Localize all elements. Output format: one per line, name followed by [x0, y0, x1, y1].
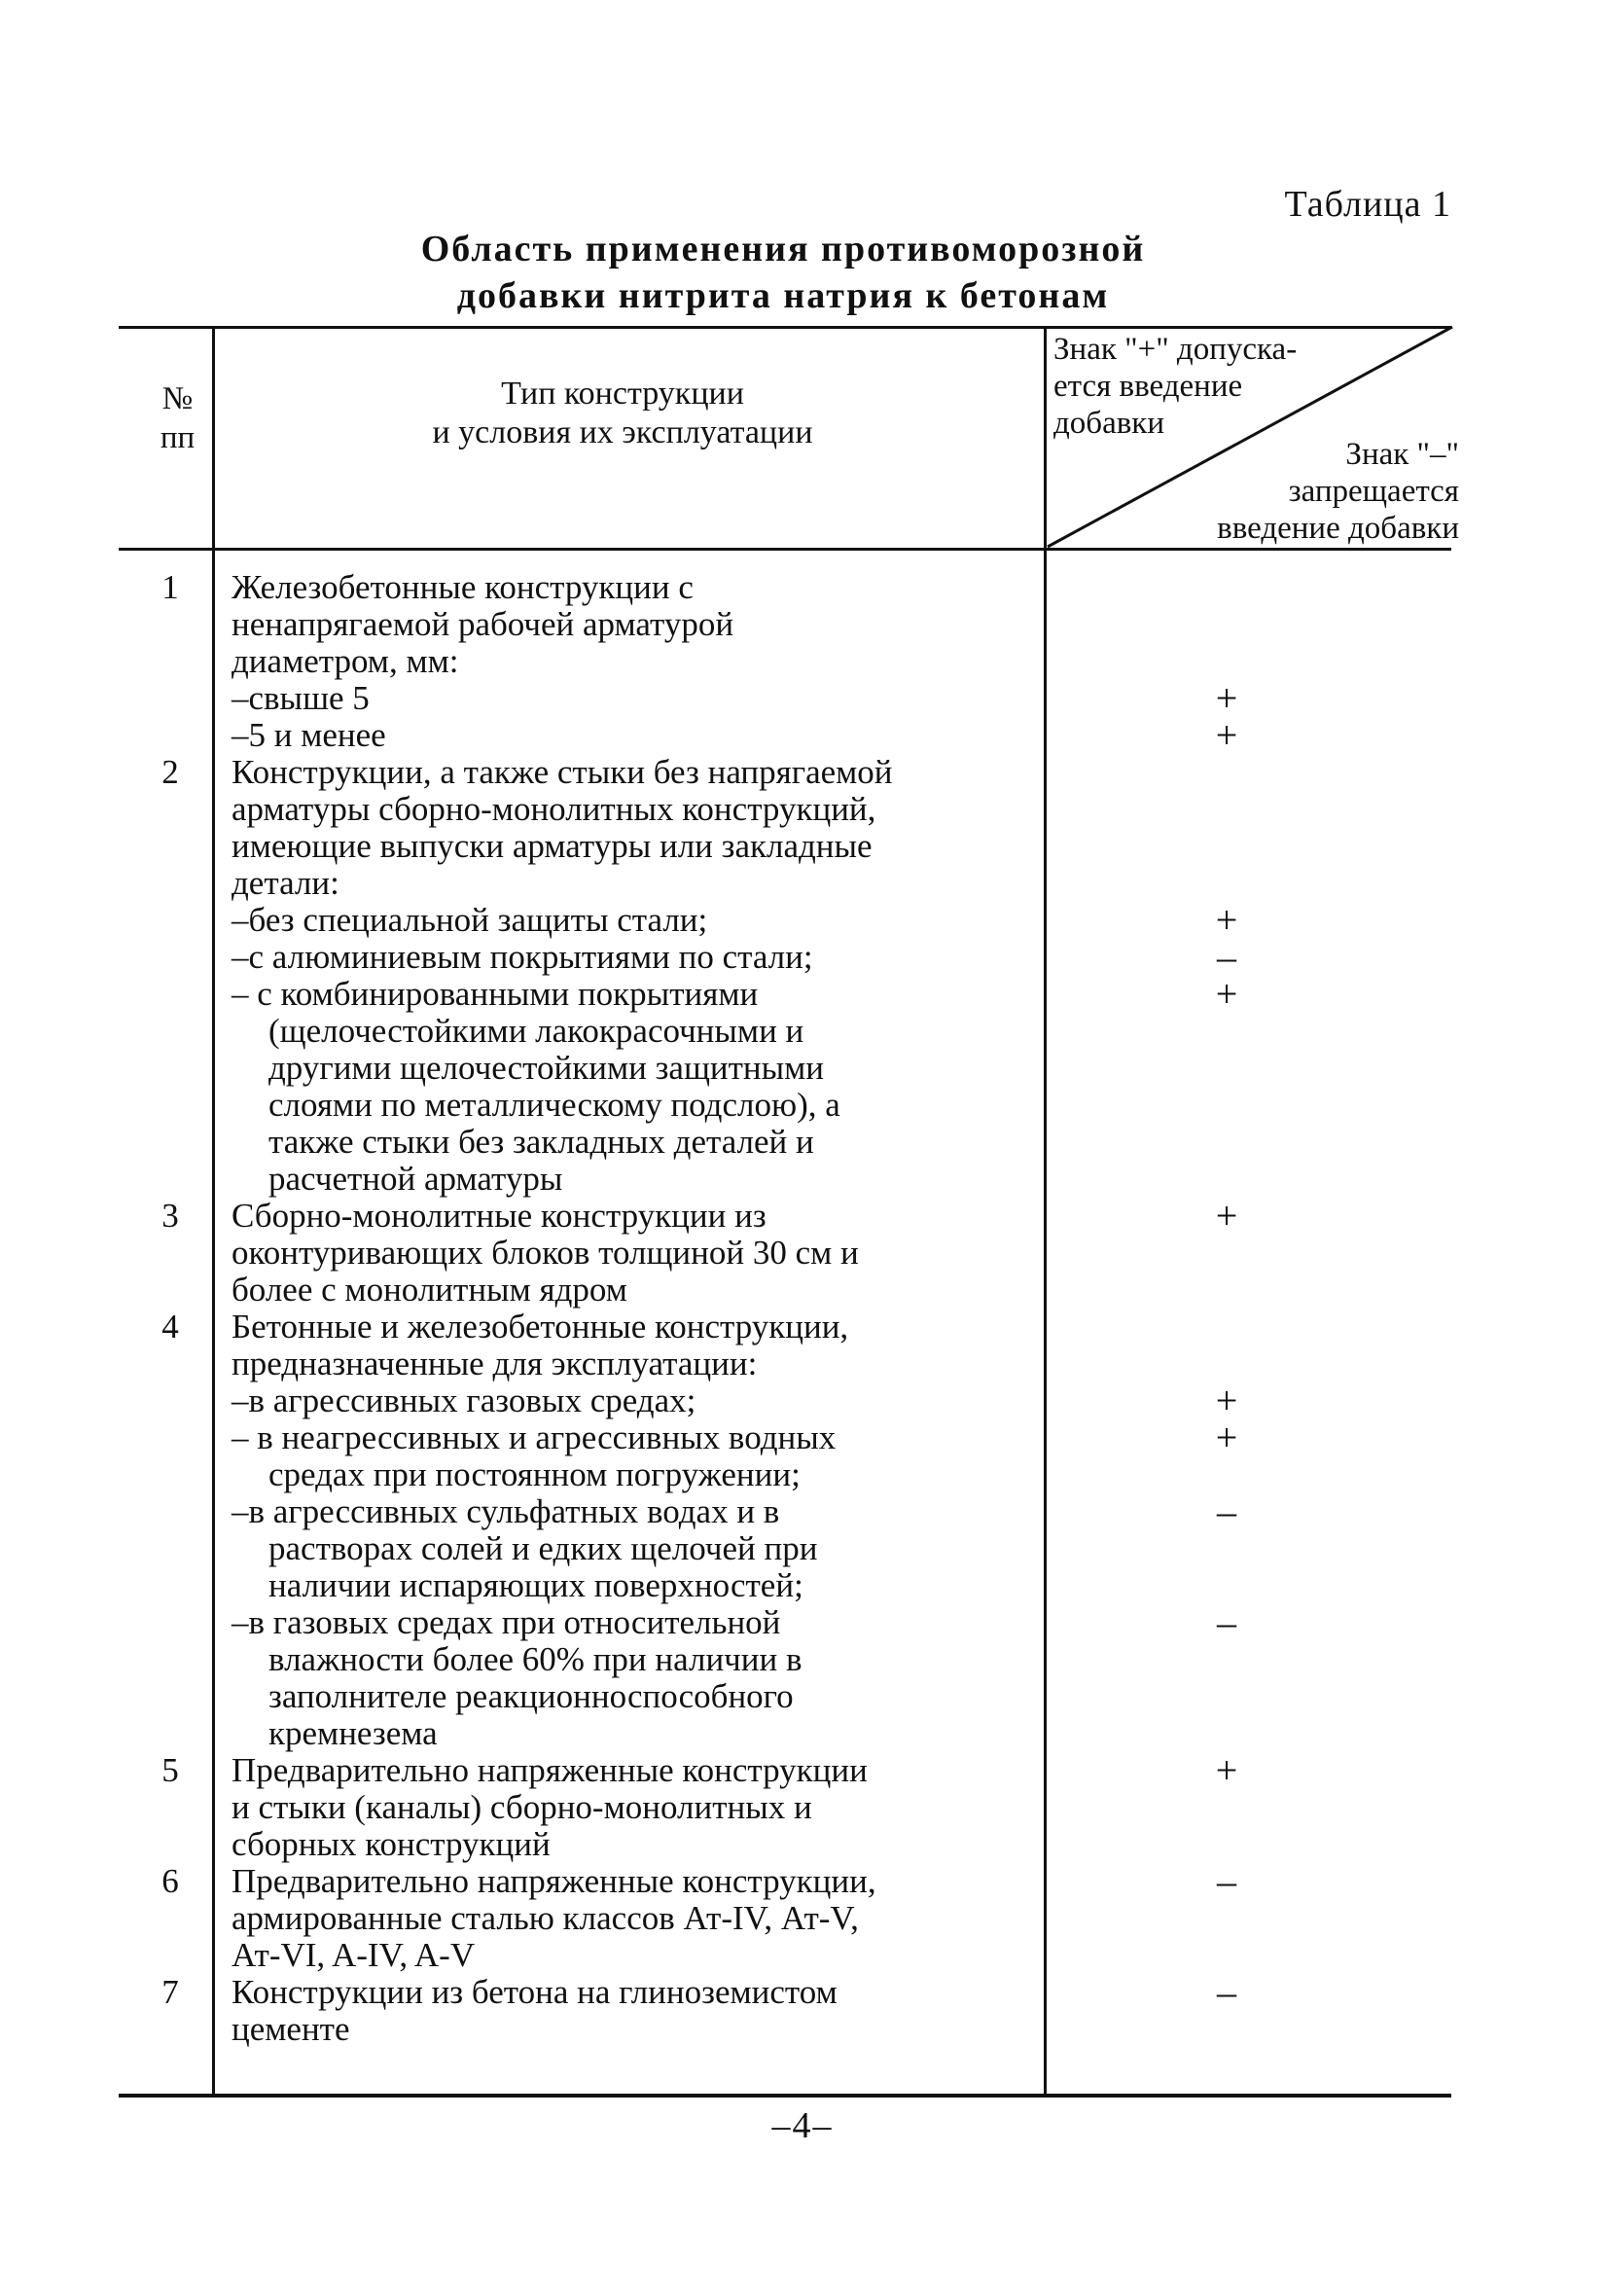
plus-sign: +	[1215, 1416, 1238, 1459]
row-text-line: средах при постоянном погружении;	[268, 1455, 801, 1493]
minus-sign: –	[1217, 1489, 1236, 1533]
row-description	[232, 569, 1003, 754]
table-body	[0, 569, 1605, 2048]
row-text-line: слоями по металлическому подслою), а	[268, 1086, 840, 1124]
header-forbidden-line: запрещается	[1288, 474, 1459, 509]
row-text-line: Бетонные и железобетонные конструкции,	[232, 1308, 849, 1345]
row-number: 5	[161, 1751, 179, 1789]
row-number: 6	[161, 1862, 179, 1900]
minus-sign: –	[1217, 1600, 1236, 1644]
row-text-line: расчетной арматуры	[268, 1160, 563, 1198]
row-number: 2	[161, 753, 179, 791]
row-text-line: Сборно-монолитные конструкции из	[232, 1197, 767, 1235]
row-text-line: –с алюминиевым покрытиями по стали;	[232, 938, 813, 976]
row-text-line: Предварительно напряженные конструкции	[232, 1751, 868, 1789]
header-allowed-sign	[1053, 331, 1365, 442]
row-number: 3	[161, 1197, 179, 1235]
row-text-line: Железобетонные конструкции с	[232, 568, 694, 606]
header-allowed-line: Знак "+" допуска-	[1053, 332, 1298, 367]
row-text-line: – с комбинированными покрытиями	[232, 975, 759, 1013]
row-text-line: растворах солей и едких щелочей при	[268, 1529, 818, 1567]
table-row	[0, 1194, 1605, 1309]
row-text-line: также стыки без закладных деталей и	[268, 1123, 814, 1161]
plus-sign: +	[1215, 713, 1238, 757]
page-number: –4–	[771, 2105, 834, 2146]
row-text-line: Конструкции, а также стыки без напрягаемой	[232, 753, 893, 791]
minus-sign: –	[1217, 1859, 1236, 1903]
minus-sign: –	[1217, 935, 1236, 979]
header-forbidden-line: введение добавки	[1217, 511, 1459, 546]
row-text-line: арматуры сборно-монолитных конструкций,	[232, 790, 876, 828]
title-line-2: добавки нитрита натрия к бетонам	[456, 275, 1110, 316]
table-row	[0, 568, 1605, 757]
row-description	[232, 1863, 1003, 1974]
plus-sign: +	[1215, 1748, 1238, 1792]
header-allowed-line: добавки	[1053, 406, 1165, 441]
row-text-line: Предварительно напряженные конструкции,	[232, 1862, 876, 1900]
table-row	[0, 754, 1605, 1198]
row-text-line: имеющие выпуски арматуры или закладные	[232, 827, 873, 865]
row-text-line: диаметром, мм:	[232, 642, 459, 680]
table-title	[292, 226, 1274, 319]
row-description	[232, 1752, 1003, 1863]
plus-sign: +	[1215, 972, 1238, 1016]
header-number-line: №	[161, 381, 194, 416]
header-type-line: Тип конструкции	[501, 376, 744, 412]
row-text-line: оконтуривающих блоков толщиной 30 см и	[232, 1234, 859, 1272]
title-line-1: Область применения противоморозной	[420, 229, 1146, 269]
table-row	[0, 1309, 1605, 1752]
row-text-line: Конструкции из бетона на глиноземистом	[232, 1973, 838, 2011]
row-text-line: другими щелочестойкими защитными	[268, 1049, 825, 1087]
plus-sign: +	[1215, 676, 1238, 720]
row-text-line: – в неагрессивных и агрессивных водных	[232, 1418, 837, 1456]
row-text-line: –свыше 5	[232, 679, 370, 717]
row-text-line: –5 и менее	[232, 716, 386, 754]
row-description	[232, 1974, 1003, 2048]
row-text-line: заполнителе реакционноспособного	[268, 1677, 794, 1715]
header-number	[146, 379, 209, 457]
row-text-line: –в газовых средах при относительной	[232, 1603, 781, 1641]
row-number: 1	[161, 568, 179, 606]
header-forbidden-line: Знак "–"	[1345, 437, 1459, 472]
header-allowed-line: ется введение	[1053, 369, 1243, 404]
row-text-line: –в агрессивных газовых средах;	[232, 1381, 696, 1419]
table-bottom-border	[119, 2094, 1451, 2098]
row-text-line: цементе	[232, 2010, 350, 2048]
row-text-line: (щелочестойкими лакокрасочными и	[268, 1012, 804, 1050]
plus-sign: +	[1215, 1194, 1238, 1238]
table-row	[0, 1970, 1605, 2048]
row-text-line: –в агрессивных сульфатных водах и в	[232, 1492, 780, 1530]
header-number-line: пп	[160, 420, 196, 455]
row-text-line: армированные сталью классов Ат-IV, Ат-V,	[232, 1899, 859, 1937]
plus-sign: +	[1215, 1379, 1238, 1422]
row-text-line: ненапрягаемой рабочей арматурой	[232, 605, 734, 643]
plus-sign: +	[1215, 898, 1238, 942]
row-number: 7	[161, 1973, 179, 2011]
header-forbidden-sign	[1128, 436, 1459, 547]
row-text-line: детали:	[232, 864, 339, 902]
minus-sign: –	[1217, 1970, 1236, 2014]
table-row	[0, 1748, 1605, 1863]
row-number: 4	[161, 1308, 179, 1345]
row-description	[232, 1198, 1003, 1309]
row-text-line: предназначенные для эксплуатации:	[232, 1345, 758, 1382]
row-text-line: и стыки (каналы) сборно-монолитных и	[232, 1788, 812, 1826]
row-text-line: влажности более 60% при наличии в	[268, 1640, 802, 1678]
table-label: Таблица 1	[1284, 184, 1451, 225]
row-description	[232, 754, 1003, 1198]
row-text-line: Ат-VI, A-IV, A-V	[232, 1936, 476, 1974]
row-description	[232, 1309, 1003, 1752]
table-row	[0, 1859, 1605, 1974]
row-text-line: кремнезема	[268, 1714, 438, 1752]
row-text-line: –без специальной защиты стали;	[232, 901, 708, 939]
row-text-line: наличии испаряющих поверхностей;	[268, 1566, 803, 1604]
row-text-line: сборных конструкций	[232, 1825, 551, 1863]
row-text-line: более с монолитным ядром	[232, 1271, 627, 1309]
header-type-line: и условия их эксплуатации	[432, 414, 813, 450]
header-construction-type	[233, 375, 1012, 452]
